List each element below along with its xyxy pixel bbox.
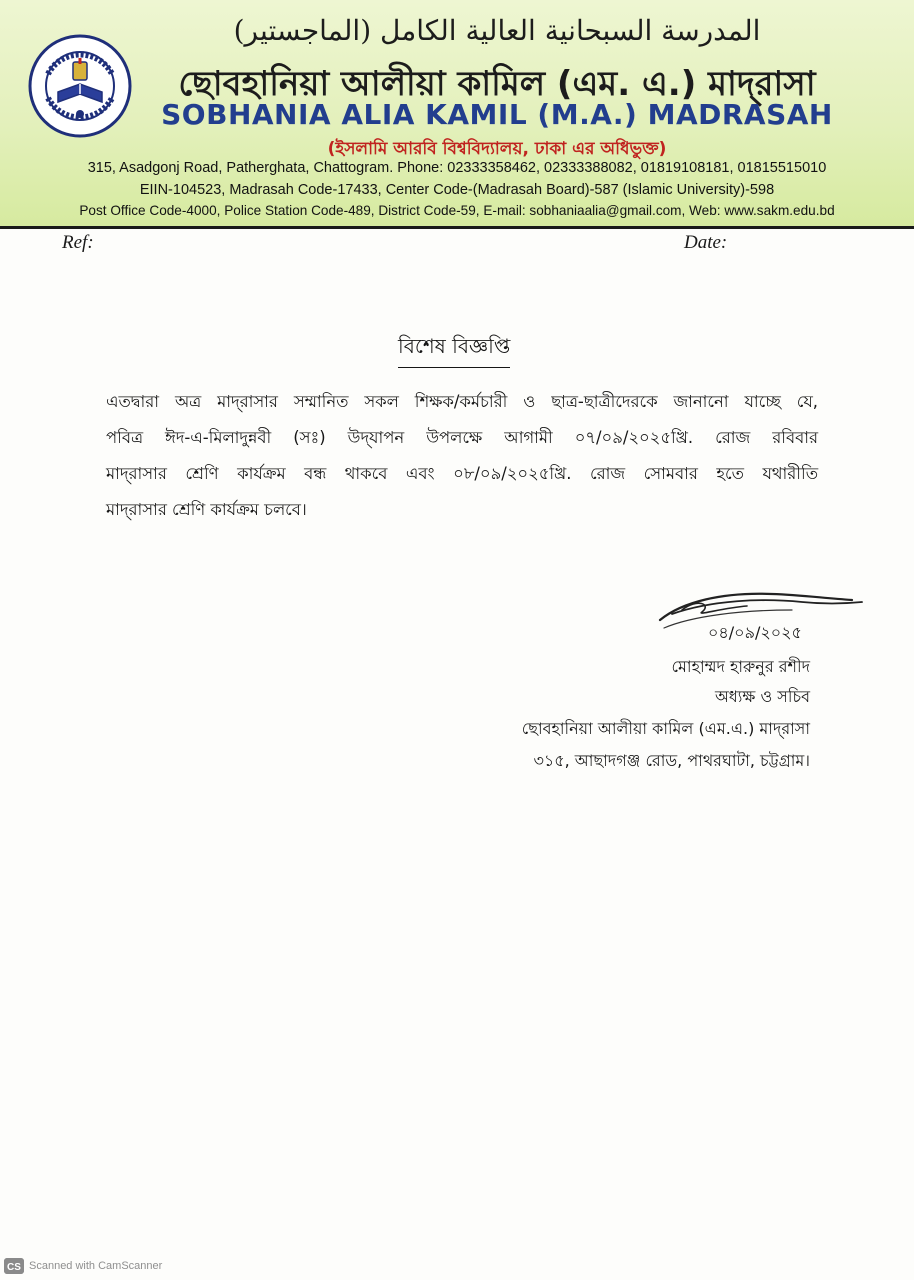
- madrasah-emblem-icon: [28, 34, 132, 138]
- signatory-institution: ছোবহানিয়া আলীয়া কামিল (এম.এ.) মাদ্‌রাসা: [521, 719, 810, 738]
- camscanner-text: Scanned with CamScanner: [29, 1260, 163, 1272]
- scanner-watermark: [4, 1257, 162, 1275]
- bangla-title: ছোবহানিয়া আলীয়া কামিল (এম. এ.) মাদ্‌রাসা: [178, 64, 816, 104]
- date-label: Date:: [684, 232, 728, 253]
- notice-line: পবিত্র ঈদ-এ-মিলাদুন্নবী (সঃ) উদ্‌যাপন উপলক্ষে আগামী ০৭/০৯/২০২৫খ্রি. রোজ রবিবার: [106, 428, 818, 447]
- camscanner-badge-text: CS: [7, 1262, 21, 1273]
- notice-line: মাদ্‌রাসার শ্রেণি কার্যক্রম বন্ধ থাকবে এবং ০৮/০৯/২০২৫খ্রি. রোজ সোমবার হতে যথারীতি: [106, 464, 818, 483]
- ref-label: Ref:: [62, 232, 94, 253]
- notice-line: এতদ্বারা অত্র মাদ্‌রাসার সম্মানিত সকল শিক্ষক/কর্মচারী ও ছাত্র-ছাত্রীদেরকে জানানো যাচ্ছে যে,: [106, 392, 818, 411]
- contact-codes: EIIN-104523, Madrasah Code-17433, Center Code-(Madrasah Board)-587 (Islamic University)-598: [139, 182, 775, 198]
- notice-heading: বিশেষ বিজ্ঞপ্তি: [398, 332, 510, 368]
- signatory-address: ৩১৫, আছাদগঞ্জ রোড, পাথরঘাটা, চট্টগ্রাম।: [533, 751, 810, 770]
- signatory-designation: অধ্যক্ষ ও সচিব: [714, 687, 810, 706]
- signature-date: ০৪/০৯/২০২৫: [708, 623, 802, 642]
- camscanner-logo-icon: [4, 1258, 24, 1274]
- english-title: SOBHANIA ALIA KAMIL (M.A.) MADRASAH: [161, 98, 833, 131]
- affiliation-text: (ইসলামি আরবি বিশ্ববিদ্যালয়, ঢাকা এর অধিভুক্ত): [327, 139, 667, 159]
- notice-line: মাদ্‌রাসার শ্রেণি কার্যক্রম চলবে।: [106, 500, 307, 519]
- letterhead-divider: [0, 226, 914, 229]
- contact-email-web: Post Office Code-4000, Police Station Code-489, District Code-59, E-mail: sobhaniaalia@gmail.com, Web: www.sakm.edu.bd: [79, 203, 835, 218]
- signatory-name: মোহাম্মদ হারুনুর রশীদ: [671, 657, 810, 676]
- arabic-title: المدرسة السبحانية العالية الكامل (الماجستير): [233, 14, 761, 47]
- notice-body: [106, 384, 818, 528]
- contact-address-phone: 315, Asadgonj Road, Patherghata, Chattogram. Phone: 02333358462, 02333388082, 01819108181, 01815515010: [87, 160, 827, 176]
